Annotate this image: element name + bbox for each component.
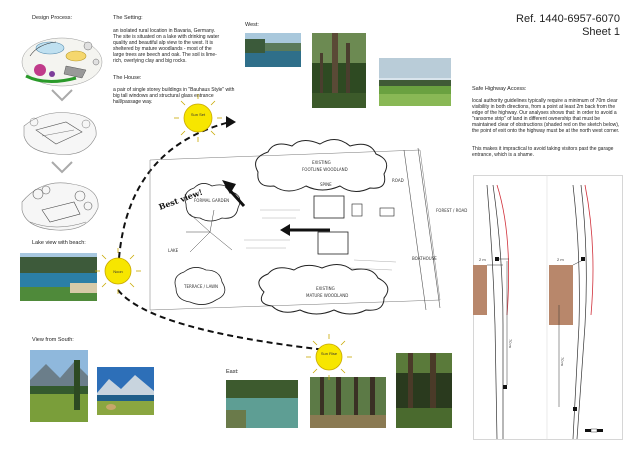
forest-label: FOREST / ROAD — [436, 208, 468, 213]
terrace-label: TERRACE / LAWN — [184, 284, 219, 289]
view-arrow-icon — [222, 180, 236, 194]
entrance-arrow-head-icon — [280, 224, 290, 236]
road-label: ROAD — [392, 178, 404, 183]
reference-number: Ref. 1440-6957-6070 — [516, 13, 620, 25]
garage-block — [352, 204, 362, 216]
view-lines — [186, 210, 232, 252]
spine-label: SPINE — [320, 182, 332, 187]
woodland-top-label: FOOTLINE WOODLAND — [302, 167, 348, 172]
sunrise-label: Sun Rise — [320, 351, 338, 356]
right-70m-label: 70 m — [560, 357, 565, 366]
left-end-point — [503, 385, 507, 389]
design-process-title: Design Process: — [32, 15, 73, 21]
woodland-bottom-label: MATURE WOODLAND — [306, 293, 349, 298]
noon-label: Noon — [113, 269, 123, 274]
house-title: The House: — [113, 75, 142, 81]
highway-paragraph-2: This makes it impractical to avoid taking visitors past the garage entrance, which is a shame. — [472, 146, 614, 158]
right-2m-label: 2 m — [557, 257, 564, 262]
existing-top-label: EXISTING — [312, 160, 331, 165]
highway-title: Safe Highway Access: — [472, 86, 527, 92]
left-exit-point — [495, 257, 499, 261]
sunrise-sun — [306, 334, 352, 380]
view-south-title: View from South: — [32, 337, 74, 343]
best-view-label: Best view! — [157, 186, 204, 212]
car-icon — [380, 208, 394, 216]
handwritten-notes — [244, 210, 396, 270]
right-exit-point — [581, 257, 585, 261]
building-north — [314, 196, 344, 218]
left-2m-label: 2 m — [479, 257, 486, 262]
lake-label: LAKE — [168, 248, 179, 253]
highway-paragraph-1: local authority guidelines typically require a minimum of 70m clear visibility in both directions, from a point at least 2m back from the edge of the highway. Our analyses shows that: in order to avoid a "ransome strip" of land in different ownership that must be maintained clear of obstructions (shaded red on the sketch below), the point of exit onto the highway must be at the north west corner. — [472, 98, 620, 134]
sun-path-line-lower — [118, 290, 326, 350]
sun-path-arrow-icon — [226, 116, 236, 128]
sheet-number: Sheet 1 — [582, 26, 620, 38]
right-property-fill — [549, 265, 573, 325]
sunset-sun — [174, 94, 222, 142]
boathouse-label: BOATHOUSE — [412, 256, 437, 261]
east-title: East: — [226, 369, 239, 375]
west-title: West: — [245, 22, 259, 28]
setting-title: The Setting: — [113, 15, 143, 21]
view-arrow-shaft — [226, 186, 244, 206]
building-south — [318, 232, 348, 254]
existing-bottom-label: EXISTING — [316, 286, 335, 291]
road-lines — [404, 148, 440, 310]
left-property-fill — [473, 265, 487, 315]
lake-view-title: Lake view with beach: — [32, 240, 86, 246]
left-70m-label: 70 m — [508, 339, 513, 348]
highway-diagram — [473, 175, 623, 440]
scale-bar — [585, 429, 603, 432]
formal-garden-label: FORMAL GARDEN — [194, 198, 230, 203]
setting-paragraph: an isolated rural location in Bavaria, Germany. The site is situated on a lake with drinking water quality and beautiful alp view to the west. It is sheltered by mature woodlands - most of the large trees are beech and oak. The soil is lime-rich, overlying clay and big rocks. — [113, 28, 220, 64]
house-paragraph: a pair of single storey buildings in "Bauhaus Style" with big tall windows and structural glass entrance hall/passage way. — [113, 87, 235, 105]
sunset-label: Sun Set — [190, 112, 206, 117]
right-end-point — [573, 407, 577, 411]
diagram-frame — [474, 176, 623, 440]
